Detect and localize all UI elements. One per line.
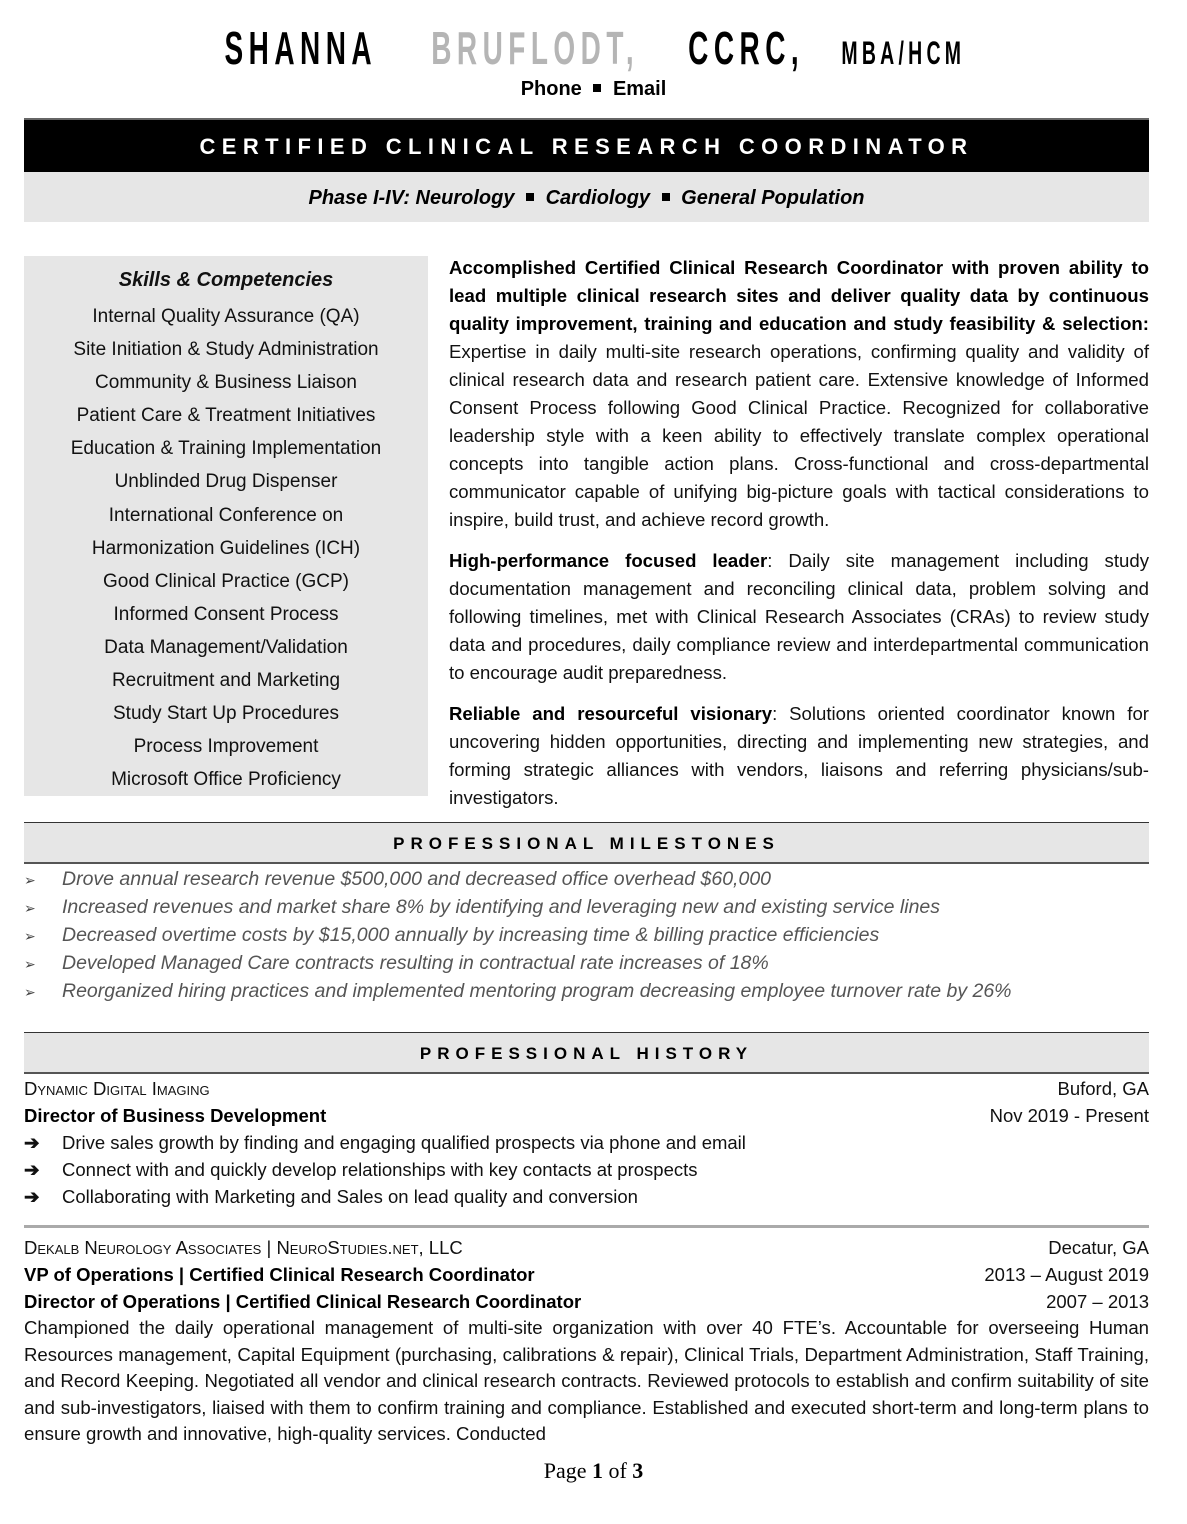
candidate-name: [0, 22, 1187, 86]
square-separator-icon: [526, 193, 534, 201]
milestone-item: ➢ Drove annual research revenue $500,000 and decreased office overhead $60,000: [24, 865, 1149, 893]
job-title: Director of Business Development: [24, 1105, 327, 1126]
professional-title: CERTIFIED CLINICAL RESEARCH COORDINATOR: [199, 134, 974, 159]
milestones-list: [24, 865, 1149, 1005]
job-title: VP of Operations | Certified Clinical Research Coordinator: [24, 1264, 535, 1285]
professional-summary: [449, 254, 1149, 825]
skill-item: Harmonization Guidelines (ICH): [91, 537, 361, 559]
job-location: Decatur, GA: [1048, 1237, 1149, 1258]
skill-item: Site Initiation & Study Administration: [73, 339, 379, 361]
summary-lead: Reliable and resourceful visionary: [449, 703, 773, 724]
summary-paragraph: Accomplished Certified Clinical Research Coordinator with proven ability to lead multiple clinical research sites and deliver quality data by continuous quality improvement, training and education and study feasibility & selection: Expertise in daily multi-site research operations, confirming quality and validity of clinical research data and research patient care. Extensive knowledge of Informed Consent Process following Good Clinical Practice. Recognized for collaborative leadership style with a keen ability to effectively translate complex operational concepts into tangible action plans. Cross-functional and cross-departmental communicator capable of unifying big-picture goals with tactical considerations to inspire, build trust, and achieve record growth.: [449, 257, 1149, 530]
square-separator-icon: [593, 84, 601, 92]
skills-panel: [24, 256, 428, 796]
skill-item: International Conference on: [108, 504, 344, 526]
summary-lead: High-performance focused leader: [449, 550, 768, 571]
first-name: SHANNA: [224, 22, 378, 74]
job-dates: 2007 – 2013: [1046, 1291, 1149, 1312]
summary-paragraph: Reliable and resourceful visionary: Solutions oriented coordinator known for uncovering hidden opportunities, directing and implementing new strategies, and forming strategic alliances with vendors, liaisons and referring physicians/sub-investigators.: [449, 703, 1150, 808]
milestones-heading: PROFESSIONAL MILESTONES: [24, 822, 1149, 864]
skill-item: Study Start Up Procedures: [113, 703, 339, 725]
job-bullet: ➔ Drive sales growth by finding and engaging qualified prospects via phone and email: [24, 1129, 1149, 1156]
last-name: BRUFLODT,: [431, 22, 640, 74]
milestone-item: ➢ Increased revenues and market share 8% by identifying and leveraging new and existing service lines: [24, 893, 1149, 921]
job-bullet: ➔ Collaborating with Marketing and Sales on lead quality and conversion: [24, 1183, 1149, 1210]
arrow-bullet-icon: ➔: [24, 1132, 40, 1153]
skill-item: Community & Business Liaison: [95, 372, 357, 394]
current-page: 1: [591, 1458, 603, 1483]
contact-line: [0, 78, 1187, 101]
company-name: Dynamic Digital Imaging: [24, 1078, 210, 1099]
professional-title-bar: [24, 118, 1149, 172]
phone-link[interactable]: Phone: [520, 78, 582, 100]
specialties-bar: [24, 172, 1149, 222]
specialty: Phase I-IV: Neurology: [308, 187, 515, 209]
skill-item: Recruitment and Marketing: [111, 670, 341, 692]
job-location: Buford, GA: [1057, 1078, 1149, 1099]
arrow-bullet-icon: ➔: [24, 1186, 40, 1207]
skill-item: Unblinded Drug Dispenser: [114, 471, 338, 493]
skill-item: Patient Care & Treatment Initiatives: [76, 405, 376, 427]
arrowhead-bullet-icon: ➢: [24, 900, 36, 916]
history-heading: PROFESSIONAL HISTORY: [24, 1032, 1149, 1074]
job-entry: [24, 1234, 1149, 1315]
skill-item: Process Improvement: [133, 736, 319, 758]
milestone-item: ➢ Decreased overtime costs by $15,000 annually by increasing time & billing practice efficiencies: [24, 921, 1149, 949]
milestone-item: ➢ Developed Managed Care contracts resulting in contractual rate increases of 18%: [24, 949, 1149, 977]
skill-item: Good Clinical Practice (GCP): [102, 570, 350, 592]
job-bullet: ➔ Connect with and quickly develop relationships with key contacts at prospects: [24, 1156, 1149, 1183]
skill-item: Internal Quality Assurance (QA): [92, 306, 360, 327]
specialty: Cardiology: [545, 187, 651, 209]
arrowhead-bullet-icon: ➢: [24, 928, 36, 944]
company-name: Dekalb Neurology Associates | NeuroStudies.net, LLC: [24, 1237, 463, 1258]
job-divider: [24, 1225, 1149, 1228]
job-dates: Nov 2019 - Present: [989, 1105, 1149, 1126]
degree: MBA/HCM: [842, 35, 967, 71]
job-entry: [24, 1075, 1149, 1210]
summary-paragraph: High-performance focused leader: Daily site management including study documentation management and reconciling clinical data, problem solving and following timelines, met with Clinical Research Associates (CRAs) to review study data and procedures, daily compliance review and interdepartmental communication to encourage audit preparedness.: [449, 550, 1149, 683]
job-description: Championed the daily operational management of multi-site organization with over 40 FTE’s. Accountable for overseeing Human Resources management, Capital Equipment (purchasing, calibrations & repair), Clinical Trials, Department Administration, Staff Training, and Record Keeping. Negotiated all vendor and clinical research contracts. Reviewed protocols to establish and confirm suitability of site and sub-investigators, liaised with them to confirm training and compliance. Established and executed short-term and long-term plans to ensure growth and innovative, high-quality services. Conducted: [24, 1317, 1149, 1444]
skill-item: Informed Consent Process: [113, 603, 339, 625]
arrowhead-bullet-icon: ➢: [24, 984, 36, 1000]
skill-item: Education & Training Implementation: [70, 438, 382, 460]
email-link[interactable]: Email: [612, 78, 667, 100]
arrowhead-bullet-icon: ➢: [24, 872, 36, 888]
total-pages: 3: [632, 1458, 644, 1483]
credential: CCRC,: [688, 22, 805, 74]
arrowhead-bullet-icon: ➢: [24, 956, 36, 972]
square-separator-icon: [662, 193, 670, 201]
arrow-bullet-icon: ➔: [24, 1159, 40, 1180]
job-title: Director of Operations | Certified Clinical Research Coordinator: [24, 1291, 582, 1312]
page-number: Page 1 of 3: [543, 1458, 644, 1483]
skill-item: Data Management/Validation: [104, 636, 348, 658]
skill-item: Microsoft Office Proficiency: [111, 769, 341, 791]
specialty: General Population: [681, 187, 865, 209]
skills-heading: Skills & Competencies: [118, 269, 334, 291]
summary-lead: Accomplished Certified Clinical Research Coordinator with proven ability to lead multiple clinical research sites and deliver quality data by continuous quality improvement, training and education and study feasibility & selection:: [449, 257, 1149, 334]
milestone-item: ➢ Reorganized hiring practices and implemented mentoring program decreasing employee turnover rate by 26%: [24, 977, 1149, 1005]
job-dates: 2013 – August 2019: [984, 1264, 1149, 1285]
